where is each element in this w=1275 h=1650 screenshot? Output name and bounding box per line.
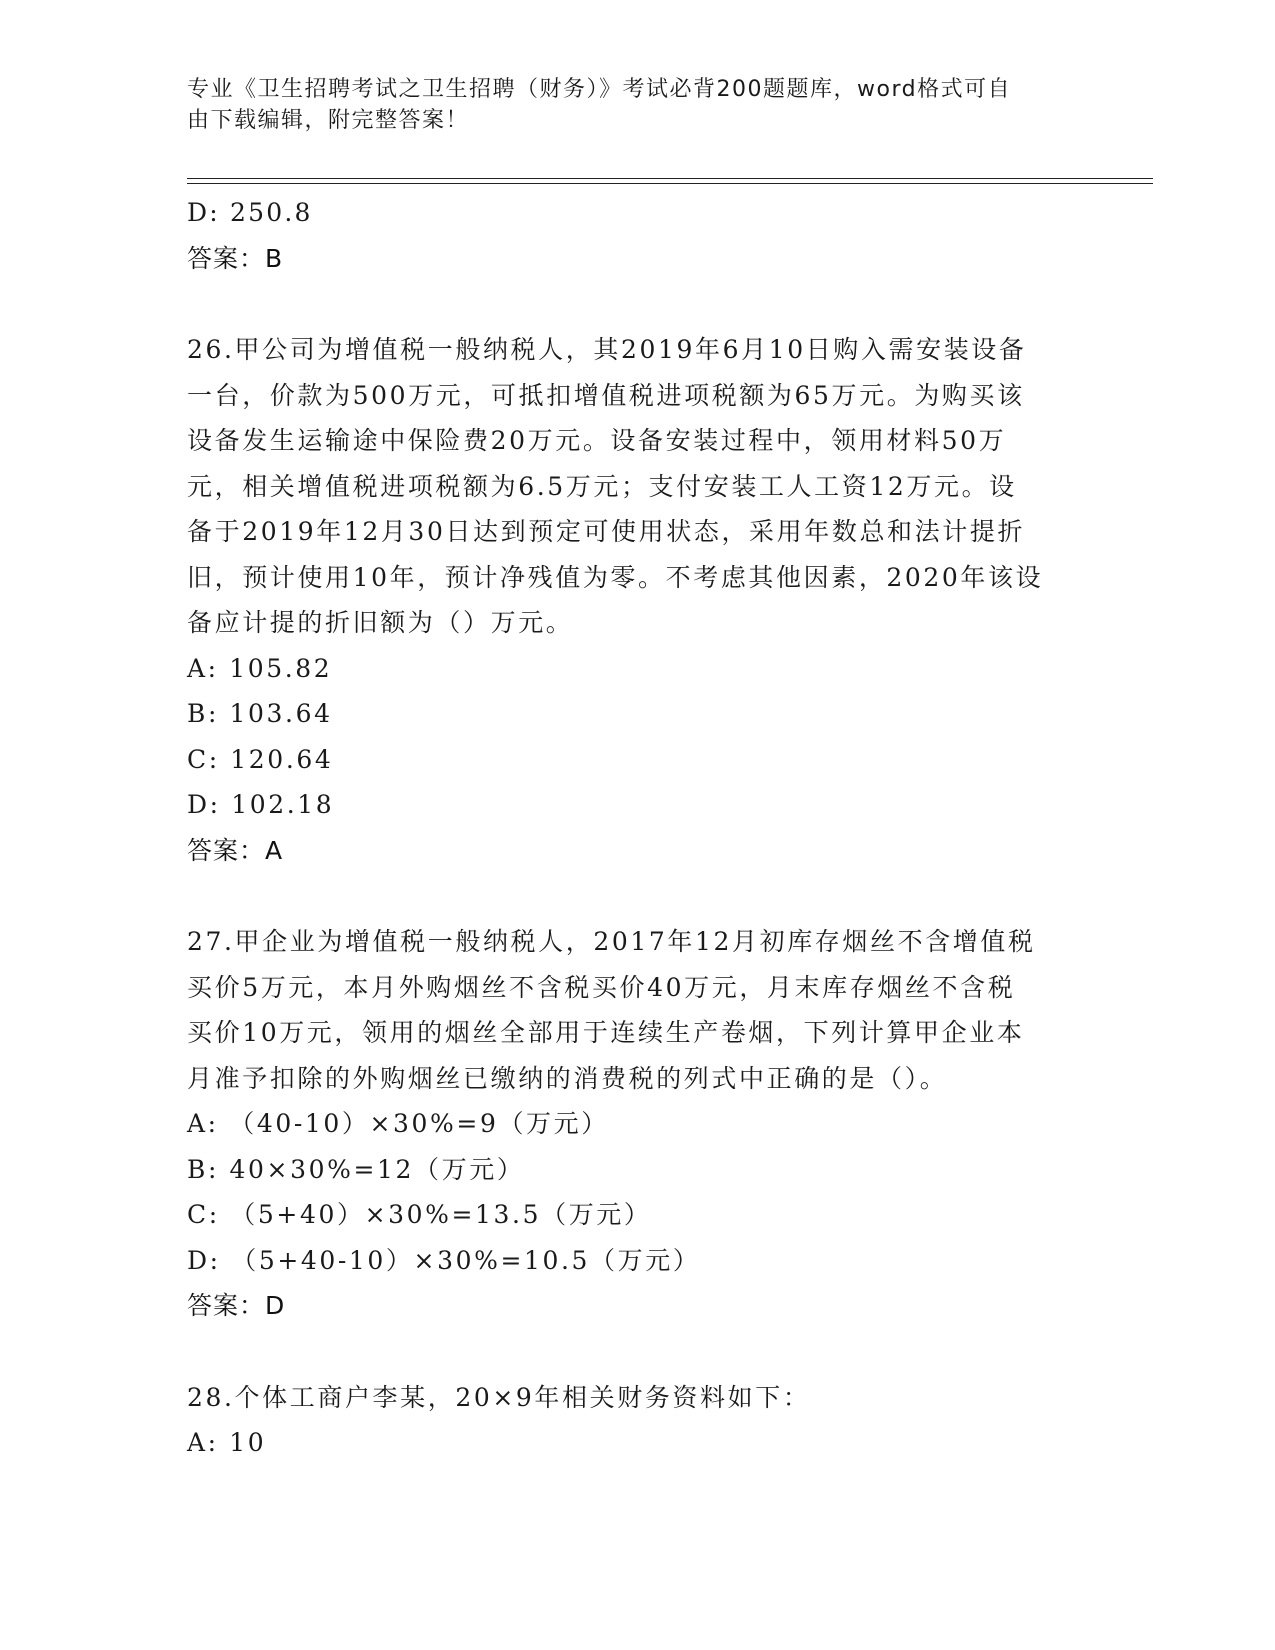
option-c: C: （5+40）×30%=13.5（万元） <box>187 1200 652 1229</box>
question-text-line: 27.甲企业为增值税一般纳税人，2017年12月初库存烟丝不含增值税 <box>187 927 1036 956</box>
option-a: A: （40-10）×30%=9（万元） <box>187 1109 609 1138</box>
option-c: C: 120.64 <box>187 744 334 774</box>
question-text-line: 月准予扣除的外购烟丝已缴纳的消费税的列式中正确的是（）。 <box>187 1063 948 1093</box>
question-27 <box>187 919 1087 1329</box>
question-text-line: 26.甲公司为增值税一般纳税人，其2019年6月10日购入需安装设备 <box>187 335 1027 364</box>
question-text-line: 旧，预计使用10年，预计净残值为零。不考虑其他因素，2020年该设 <box>187 562 1044 592</box>
option-d: D: 102.18 <box>187 790 335 819</box>
option-b: B: 103.64 <box>187 699 333 728</box>
page-header <box>187 74 1067 136</box>
spacer <box>187 873 1087 919</box>
option-d: D: 250.8 <box>187 198 313 227</box>
question-26 <box>187 327 1087 873</box>
question-text-line: 元，相关增值税进项税额为6.5万元；支付安装工人工资12万元。设 <box>187 471 1017 501</box>
question-28 <box>187 1375 1087 1466</box>
question-text-line: 28.个体工商户李某，20×9年相关财务资料如下： <box>187 1382 811 1412</box>
question-text-line: 买价10万元，领用的烟丝全部用于连续生产卷烟，下列计算甲企业本 <box>187 1018 1025 1047</box>
header-line-2: 由下载编辑，附完整答案！ <box>187 108 470 133</box>
option-a: A: 105.82 <box>187 653 333 683</box>
answer-line: 答案：A <box>187 835 284 865</box>
question-text-line: 备应计提的折旧额为（）万元。 <box>187 608 574 637</box>
option-b: B: 40×30%=12（万元） <box>187 1154 525 1184</box>
spacer <box>187 281 1087 327</box>
header-rule-bottom <box>187 183 1153 184</box>
header-line-1: 专业《卫生招聘考试之卫生招聘（财务）》考试必背200题题库，word格式可自 <box>187 77 1012 102</box>
question-text-line: 一台，价款为500万元，可抵扣增值税进项税额为65万元。为购买该 <box>187 380 1025 410</box>
answer-line: 答案：B <box>187 243 284 273</box>
spacer <box>187 1329 1087 1375</box>
header-rule-top <box>187 178 1153 179</box>
previous-question-tail <box>187 190 1087 281</box>
question-content <box>187 190 1087 1466</box>
option-d: D: （5+40-10）×30%=10.5（万元） <box>187 1245 701 1275</box>
option-a: A: 10 <box>187 1428 267 1457</box>
question-text-line: 设备发生运输途中保险费20万元。设备安装过程中，领用材料50万 <box>187 426 1007 455</box>
question-text-line: 买价5万元，本月外购烟丝不含税买价40万元，月末库存烟丝不含税 <box>187 972 1016 1002</box>
question-text-line: 备于2019年12月30日达到预定可使用状态，采用年数总和法计提折 <box>187 517 1026 546</box>
answer-line: 答案：D <box>187 1291 286 1320</box>
